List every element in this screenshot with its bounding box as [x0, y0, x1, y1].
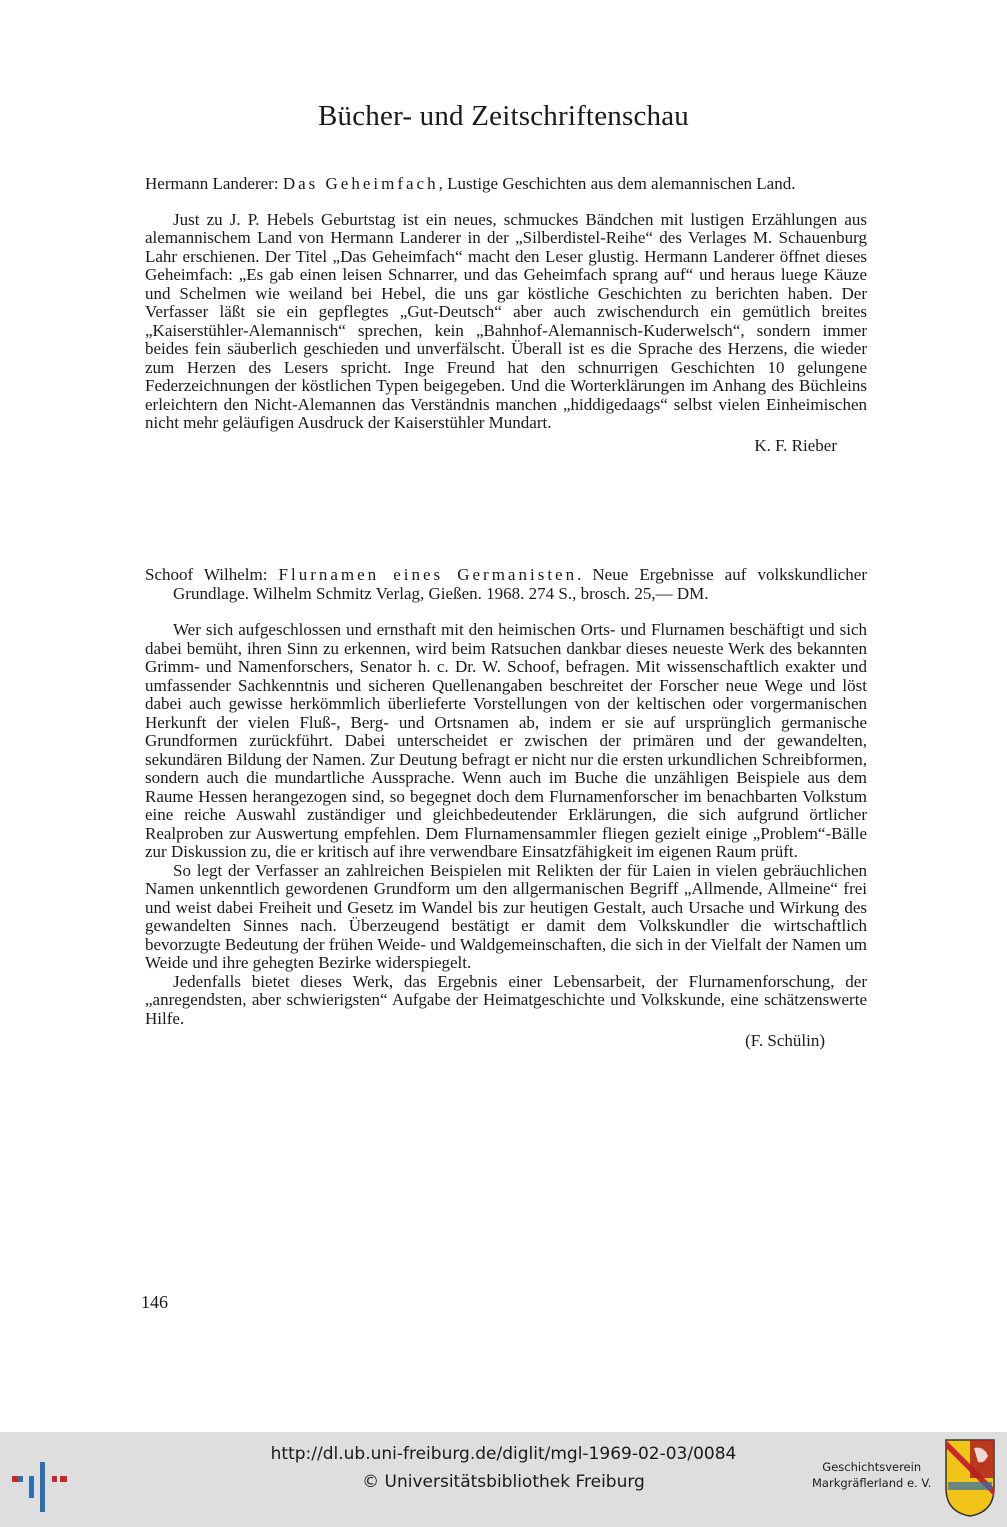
review-schoof [145, 566, 867, 1051]
page-title: Bücher- und Zeitschriftenschau [317, 100, 689, 132]
review-author: Schoof Wilhelm: [145, 565, 279, 584]
review-subtitle: . Neue Ergebnisse auf volkskundlicher Grundlage. Wilhelm Schmitz Verlag, Gießen. 1968. 274 S., brosch. 25,— DM. [173, 565, 867, 603]
review-work-title: Flurnamen eines Germanisten [278, 565, 578, 584]
footer-bar [0, 1432, 1007, 1527]
review-heading [145, 566, 867, 603]
source-url-link[interactable]: http://dl.ub.uni-freiburg.de/diglit/mgl-1969-02-03/0084 [270, 1444, 737, 1464]
society-name-line1: Geschichtsverein [822, 1460, 922, 1474]
review-heading [145, 175, 867, 194]
review-paragraph: Jedenfalls bietet dieses Werk, das Ergebnis einer Lebensarbeit, der Flurnamenforschung, der „anregendsten, aber schwierigsten“ Aufgabe der Heimatgeschichte und Volkskunde, eine schätzenswerte Hilfe. [145, 971, 867, 1028]
coat-of-arms-icon[interactable] [944, 1438, 996, 1518]
copyright-text: © Universitätsbibliothek Freiburg [362, 1472, 645, 1492]
page-number: 146 [141, 1292, 168, 1312]
review-landerer [145, 175, 867, 455]
review-paragraph: So legt der Verfasser an zahlreichen Beispielen mit Relikten der für Laien in vielen gebräuchlichen Namen unkenntlich gewordenen Grundform um den allgermanischen Begriff „Allmende, Allmeine“ frei und weist dabei Freiheit und Gesetz im Wandel bis zur heutigen Gestalt, auch Ursache und Wirkung des gewandelten Sinnes nach. Überzeugend bestätigt er damit dem Volkskundler die wirtschaftlich bevorzugte Bedeutung der frühen Weide- und Waldgemeinschaften, die sich in der Vielfalt der Namen um Weide und ihre gehegten Bezirke widerspiegelt. [145, 860, 867, 972]
society-name-line2: Markgräflerland e. V. [812, 1476, 932, 1490]
review-subtitle: , Lustige Geschichten aus dem alemannischen Land. [438, 174, 796, 193]
review-work-title: Das Geheimfach [282, 174, 439, 193]
review-paragraph: Wer sich aufgeschlossen und ernsthaft mit den heimischen Orts- und Flurnamen beschäftigt und sich dabei bemüht, ihren Sinn zu erkennen, wird beim Ratsuchen dankbar dieses neueste Werk des bekannten Grimm- und Namenforschers, Senator h. c. Dr. W. Schoof, befragen. Mit wissenschaftlich exakter und umfassender Sachkenntnis und sicheren Quellenangaben beschreitet der Forscher neue Wege und löst dabei auch gewisse herkömmlich überlieferte Vorstellungen von der keltischen oder vorgermanischen Herkunft der vielen Fluß-, Berg- und Ortsnamen ab, indem er sie auf ursprünglich germanische Grundformen zurückführt. Dabei unterscheidet er zwischen der primären und der gewandelten, sekundären Bildung der Namen. Zur Deutung befragt er nicht nur die ersten urkundlichen Schreibformen, sondern auch die mundartliche Aussprache. Wenn auch im Buche die unzähligen Beispiele aus dem Raume Hessen herangezogen sind, so begegnet doch dem Flurnamenforscher im benachbarten Volkstum eine reiche Auswahl zuständiger und gleichbedeutender Erklärungen, die sich aufgrund örtlicher Realproben zur Auswertung empfehlen. Dem Flurnamensammler fliegen gezielt einige „Problem“-Bälle zur Diskussion zu, die er kritisch auf ihre verwendbare Einsatzfähigkeit im eigenen Raum prüft. [145, 620, 867, 861]
review-paragraph: Just zu J. P. Hebels Geburtstag ist ein neues, schmuckes Bändchen mit lustigen Erzählungen aus alemannischem Land von Hermann Landerer in der „Silberdistel-Reihe“ des Verlages M. Schauenburg Lahr erschienen. Der Titel „Das Geheimfach“ macht den Leser glustig. Hermann Landerer öffnet dieses Geheimfach: „Es gab einen leisen Schnarrer, und das Geheimfach sprang auf“ und heraus luege Käuze und Schelmen wie weiland bei Hebel, die uns gar köstliche Geschichten zu berichten haben. Der Verfasser läßt sie ein gepflegtes „Gut-Deutsch“ aber auch zwischendurch ein gemütlich breites „Kaiserstühler-Alemannisch“ sprechen, kein „Bahnhof-Alemannisch-Kuderwelsch“, sondern immer beides fein säuberlich geschieden und unverfälscht. Überall ist es die Sprache des Herzens, die wieder zum Herzen des Lesers spricht. Inge Freund hat den schnurrigen Geschichten 10 gelungene Federzeichnungen der köstlichen Typen beigegeben. Und die Worterklärungen im Anhang des Büchleins erleichtern den Nicht-Alemannen das Verständnis manchen „hiddigedaags“ selbst vielen Einheimischen nicht mehr geläufigen Ausdruck der Kaiserstühler Mundart. [145, 209, 867, 432]
society-name [812, 1459, 931, 1491]
review-author: Hermann Landerer: [145, 174, 283, 193]
review-signature: K. F. Rieber [754, 435, 837, 455]
review-signature: (F. Schülin) [745, 1031, 825, 1050]
